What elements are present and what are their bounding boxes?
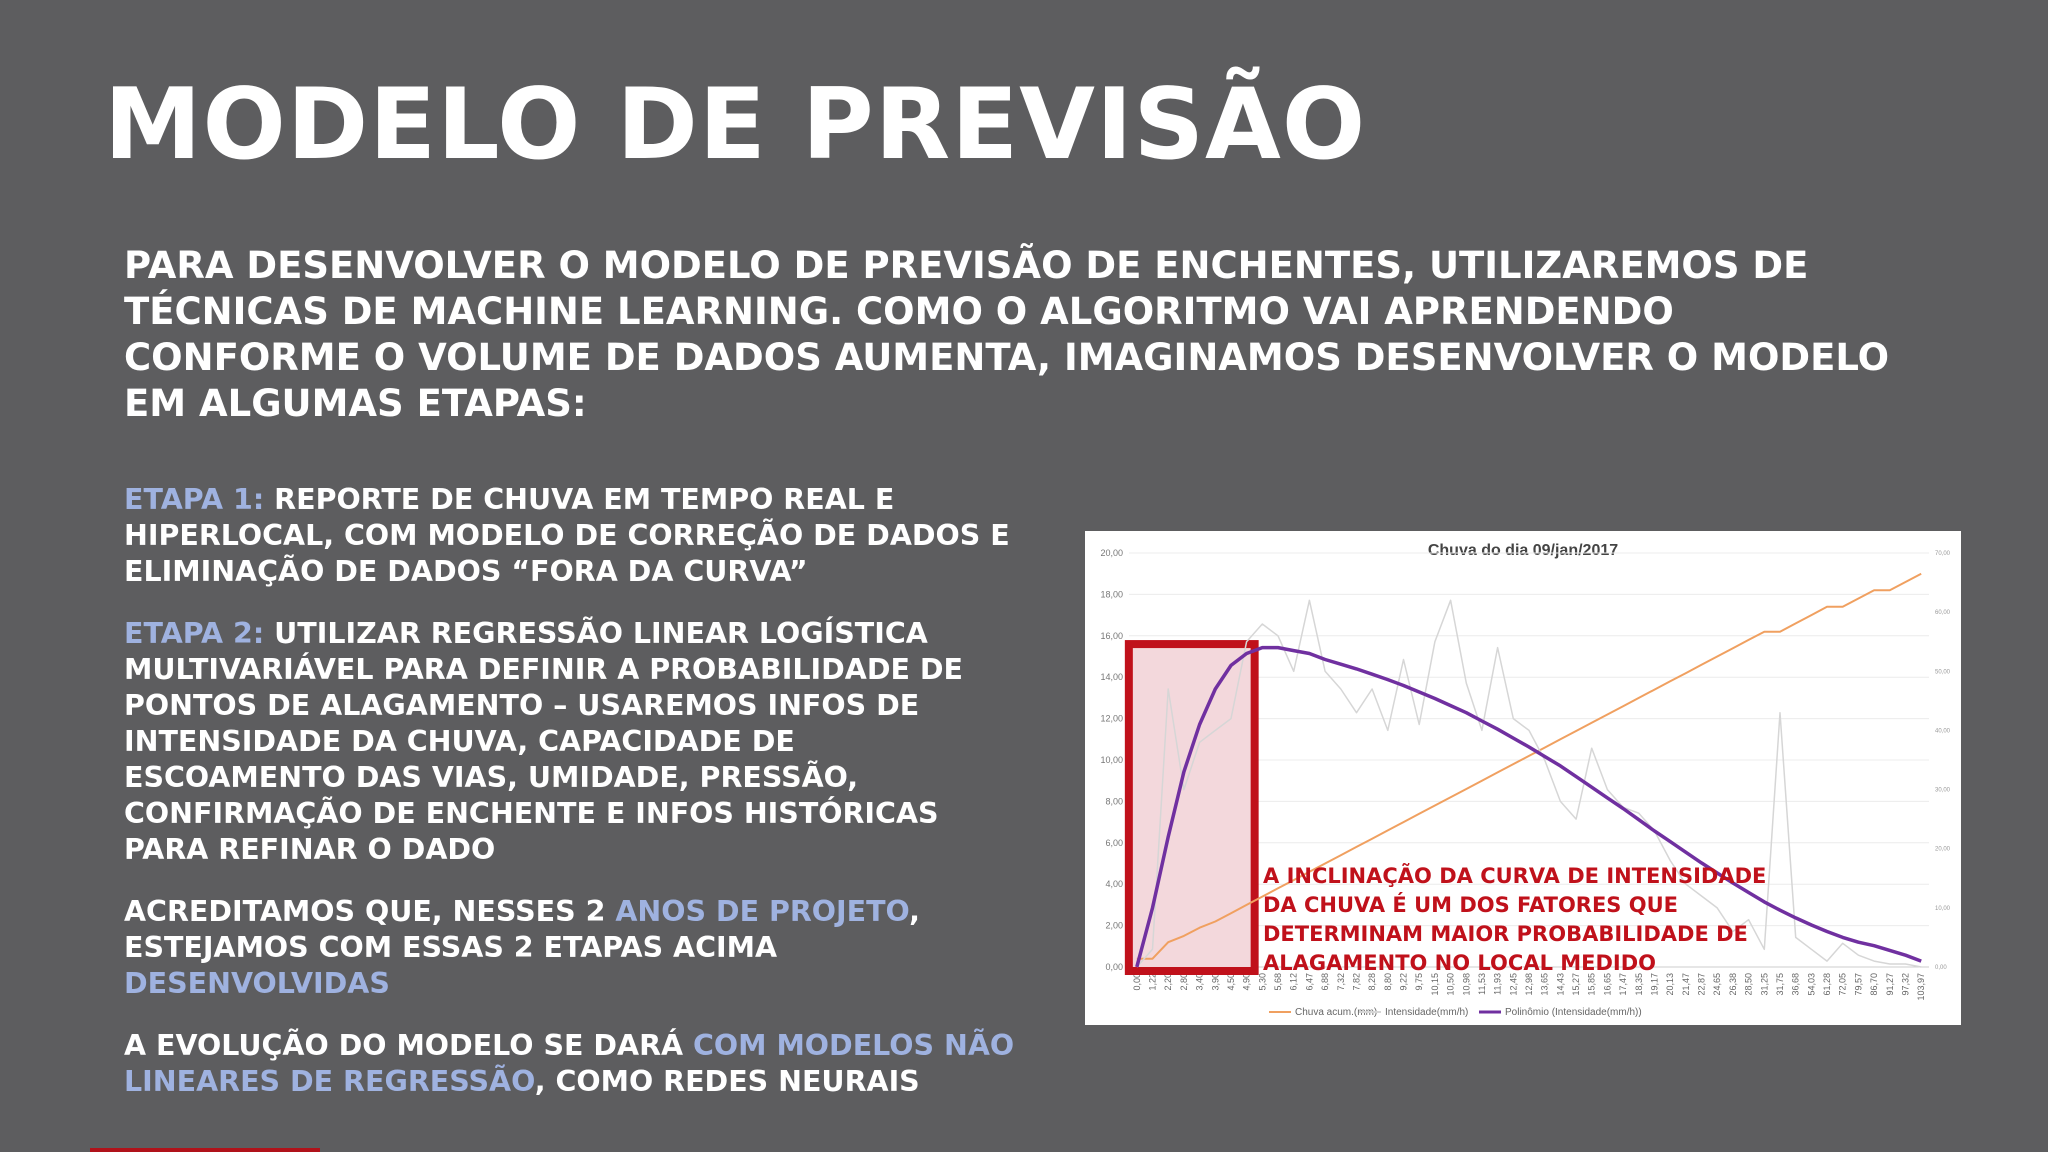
- belief-text-a: ACREDITAMOS QUE, NESSES 2: [124, 895, 616, 928]
- y-left-tick-label: 18,00: [1100, 589, 1123, 600]
- y-right-tick-label: 10,00: [1935, 905, 1951, 912]
- step-1-text: REPORTE DE CHUVA EM TEMPO REAL E HIPERLOCAL, COM MODELO DE CORREÇÃO DE DADOS E ELIMINAÇÃO DE DADOS “FORA DA CURVA”: [124, 483, 1010, 588]
- x-tick-label: 0,00: [1131, 973, 1142, 991]
- y-right-tick-label: 30,00: [1935, 787, 1951, 794]
- steps-list: [124, 482, 1024, 1126]
- y-left-tick-label: 4,00: [1105, 879, 1123, 890]
- annotation-line: DA CHUVA É UM DOS FATORES QUE: [1263, 893, 1678, 917]
- x-tick-label: 12,45: [1508, 973, 1519, 996]
- x-tick-label: 103,97: [1916, 973, 1927, 1001]
- belief-highlight-developed: DESENVOLVIDAS: [124, 967, 390, 1000]
- legend-label: Intensidade(mm/h): [1385, 1007, 1469, 1018]
- x-tick-label: 10,15: [1429, 973, 1440, 996]
- y-right-tick-label: 40,00: [1935, 728, 1951, 735]
- x-tick-label: 10,50: [1445, 973, 1456, 996]
- x-tick-label: 26,38: [1727, 973, 1738, 996]
- x-tick-label: 7,82: [1351, 973, 1362, 991]
- x-tick-label: 5,68: [1273, 973, 1284, 991]
- y-left-tick-label: 14,00: [1100, 672, 1123, 683]
- annotation-line: A INCLINAÇÃO DA CURVA DE INTENSIDADE: [1263, 864, 1767, 888]
- x-tick-label: 21,47: [1680, 973, 1691, 996]
- evolution-highlight: COM MODELOS NÃO LINEARES DE REGRESSÃO: [124, 1029, 1015, 1098]
- y-right-tick-label: 70,00: [1935, 551, 1951, 557]
- x-tick-label: 11,93: [1492, 973, 1503, 995]
- y-left-tick-label: 20,00: [1100, 548, 1123, 558]
- x-tick-label: 79,57: [1853, 973, 1864, 996]
- x-tick-label: 4,50: [1225, 973, 1236, 991]
- x-tick-label: 72,05: [1837, 973, 1848, 996]
- y-right-tick-label: 20,00: [1935, 846, 1951, 853]
- x-tick-label: 9,75: [1414, 973, 1425, 991]
- x-tick-label: 28,50: [1743, 973, 1754, 996]
- x-tick-label: 17,47: [1618, 973, 1629, 996]
- x-tick-label: 4,90: [1241, 973, 1252, 991]
- x-tick-label: 16,65: [1602, 973, 1613, 996]
- y-left-tick-label: 2,00: [1105, 920, 1123, 931]
- x-tick-label: 54,03: [1806, 973, 1817, 996]
- step-2: [124, 616, 1024, 868]
- x-tick-label: 8,28: [1367, 973, 1378, 991]
- rain-chart-svg: [1085, 531, 1961, 1025]
- x-tick-label: 19,17: [1649, 973, 1660, 996]
- annotation-line: ALAGAMENTO NO LOCAL MEDIDO: [1263, 951, 1657, 975]
- step-1-label: ETAPA 1:: [124, 483, 265, 516]
- y-left-tick-label: 6,00: [1105, 837, 1123, 848]
- x-tick-label: 18,35: [1633, 973, 1644, 996]
- x-tick-label: 24,65: [1712, 973, 1723, 996]
- y-left-tick-label: 10,00: [1100, 755, 1123, 765]
- x-tick-label: 97,32: [1900, 973, 1911, 996]
- evolution-text-c: , COMO REDES NEURAIS: [534, 1065, 920, 1098]
- y-right-tick-label: 50,00: [1935, 669, 1951, 676]
- y-left-tick-label: 0,00: [1105, 962, 1123, 972]
- x-tick-label: 6,88: [1320, 973, 1331, 991]
- x-tick-label: 14,43: [1555, 973, 1566, 996]
- intro-paragraph: PARA DESENVOLVER O MODELO DE PREVISÃO DE ENCHENTES, UTILIZAREMOS DE TÉCNICAS DE MACHINE LEARNING. COMO O ALGORITMO VAI APRENDENDO CONFORME O VOLUME DE DADOS AUMENTA, IMAGINAMOS DESENVOLVER O MODELO EM ALGUMAS ETAPAS:: [124, 244, 1890, 425]
- y-left-tick-label: 8,00: [1105, 796, 1123, 807]
- x-tick-label: 6,12: [1288, 973, 1299, 991]
- belief-highlight-years: ANOS DE PROJETO: [615, 895, 910, 928]
- evolution-paragraph: [124, 1028, 1024, 1100]
- annotation-line: DETERMINAM MAIOR PROBABILIDADE DE: [1263, 922, 1748, 946]
- x-tick-label: 6,47: [1304, 973, 1315, 991]
- x-tick-label: 91,27: [1884, 973, 1895, 996]
- x-tick-label: 12,98: [1524, 973, 1534, 996]
- x-tick-label: 10,98: [1461, 973, 1472, 996]
- belief-text-c: , ESTEJAMOS COM ESSAS 2 ETAPAS ACIMA: [124, 895, 920, 964]
- y-right-tick-label: 0,00: [1935, 965, 1947, 971]
- x-tick-label: 36,68: [1790, 973, 1801, 996]
- y-left-tick-label: 16,00: [1100, 630, 1123, 641]
- step-2-text: UTILIZAR REGRESSÃO LINEAR LOGÍSTICA MULTIVARIÁVEL PARA DEFINIR A PROBABILIDADE DE PONTOS DE ALAGAMENTO – USAREMOS INFOS DE INTENSIDADE DA CHUVA, CAPACIDADE DE ESCOAMENTO DAS VIAS, UMIDADE, PRESSÃO, CONFIRMAÇÃO DE ENCHENTE E INFOS HISTÓRICAS PARA REFINAR O DADO: [124, 617, 964, 866]
- x-tick-label: 2,20: [1163, 973, 1174, 991]
- y-left-tick-label: 12,00: [1100, 713, 1123, 724]
- x-tick-label: 20,13: [1665, 973, 1676, 996]
- legend-label: Polinômio (Intensidade(mm/h)): [1505, 1007, 1642, 1018]
- chart-title: Chuva do dia 09/jan/2017: [1427, 542, 1619, 559]
- x-tick-label: 3,40: [1194, 973, 1205, 991]
- step-1: [124, 482, 1024, 590]
- x-tick-label: 2,80: [1178, 973, 1189, 991]
- x-tick-label: 31,25: [1759, 973, 1770, 996]
- x-tick-label: 8,80: [1382, 973, 1393, 991]
- x-tick-label: 5,30: [1257, 973, 1268, 991]
- page-title: MODELO DE PREVISÃO: [104, 68, 1367, 182]
- step-2-label: ETAPA 2:: [124, 617, 265, 650]
- x-tick-label: 22,87: [1696, 973, 1707, 996]
- belief-paragraph: [124, 894, 1024, 1002]
- x-tick-label: 61,28: [1822, 973, 1833, 996]
- x-tick-label: 15,27: [1571, 973, 1582, 996]
- x-tick-label: 13,65: [1539, 973, 1550, 996]
- x-tick-label: 9,22: [1398, 973, 1409, 991]
- rain-chart: [1085, 531, 1961, 1025]
- x-tick-label: 7,32: [1335, 973, 1346, 991]
- x-tick-label: 3,90: [1210, 973, 1221, 991]
- y-right-tick-label: 60,00: [1935, 610, 1951, 617]
- x-tick-label: 11,53: [1476, 973, 1487, 995]
- x-tick-label: 1,22: [1147, 973, 1158, 991]
- legend-label: Chuva acum.(mm): [1295, 1007, 1378, 1018]
- evolution-text-a: A EVOLUÇÃO DO MODELO SE DARÁ: [124, 1029, 694, 1062]
- footer-accent-line: [90, 1148, 320, 1152]
- x-tick-label: 15,85: [1586, 973, 1597, 996]
- x-tick-label: 86,70: [1869, 973, 1880, 996]
- x-tick-label: 31,75: [1774, 973, 1785, 996]
